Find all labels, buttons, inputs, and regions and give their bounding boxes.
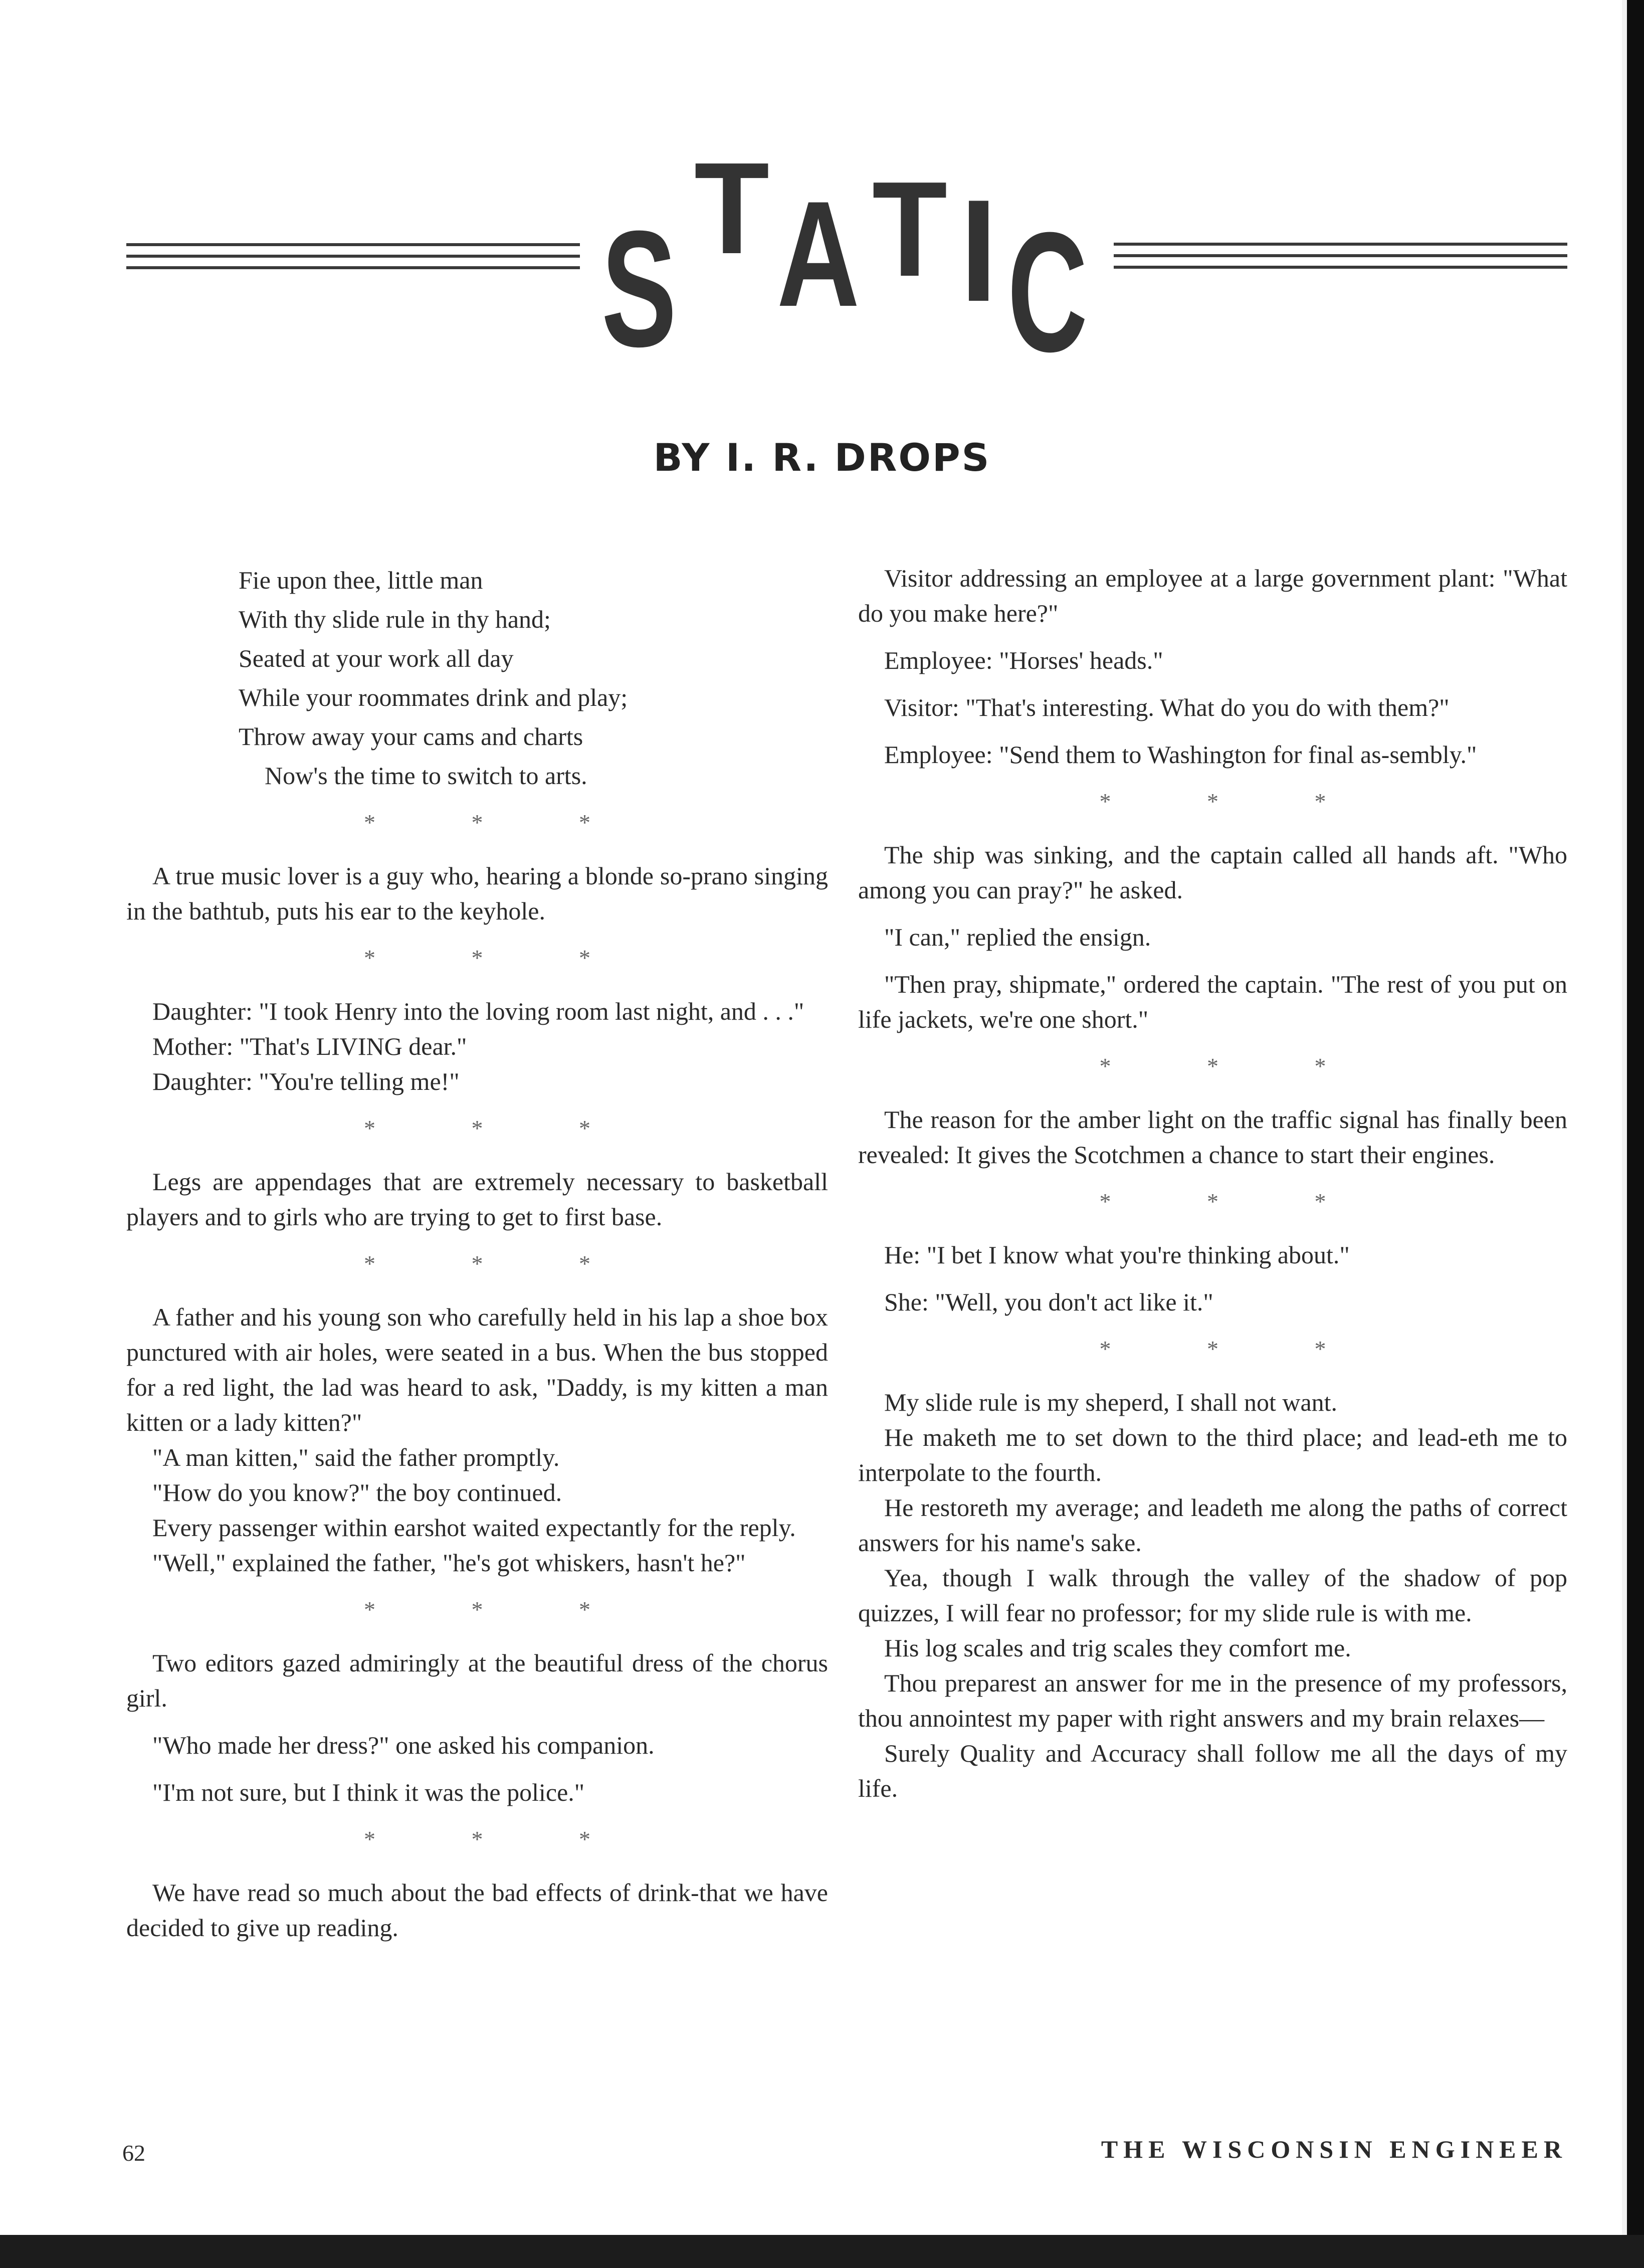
joke-kitten: "How do you know?" the boy continued. [152,1478,562,1506]
title-letter-s: S [601,196,677,381]
separator: * * * [364,1826,636,1852]
scan-bottom-band [0,2235,1644,2268]
joke-ship: "I can," replied the ensign. [884,923,1151,951]
joke-visitor: Employee: "Send them to Washington for final as-sembly." [884,740,1477,769]
page-number: 62 [122,2140,145,2166]
psalm-line: His log scales and trig scales they comfort me. [884,1634,1351,1662]
joke-amber-light: The reason for the amber light on the traffic signal has finally been revealed: It gives the Scotchmen a chance to start their engines. [858,1105,1567,1169]
title-letter-t1: T [694,136,769,281]
psalm-line: Surely Quality and Accuracy shall follow me all the days of my life. [858,1739,1567,1802]
joke-kitten: A father and his young son who carefully held in his lap a shoe box punctured with air holes, were seated in a bus. When the bus stopped for a red light, the lad was heard to ask, "Daddy, is my kitten a man kitten or a lady kitten?" [126,1303,828,1436]
separator: * * * [1099,1189,1371,1214]
poem [126,560,828,795]
poem-line: Now's the time to switch to arts. [265,762,587,790]
joke-music-lover: A true music lover is a guy who, hearing a blonde so-prano singing in the bathtub, puts his ear to the keyhole. [126,862,828,925]
joke-visitor: Visitor: "That's interesting. What do you do with them?" [884,693,1450,721]
joke-editors: Two editors gazed admiringly at the beautiful dress of the chorus girl. [126,1649,828,1712]
joke-mother-line: Mother: "That's LIVING dear." [152,1032,467,1060]
psalm-line: He maketh me to set down to the third place; and lead-eth me to interpolate to the fourth. [858,1423,1567,1486]
psalm-line: Thou preparest an answer for me in the presence of my professors, thou annointest my paper with right answers and my brain relaxes— [858,1669,1567,1732]
separator: * * * [1099,789,1371,814]
left-column [126,560,828,1957]
joke-ship: The ship was sinking, and the captain called all hands aft. "Who among you can pray?" he asked. [858,841,1567,904]
joke-kitten: "A man kitten," said the father promptly. [152,1443,560,1471]
joke-daughter-line: Daughter: "You're telling me!" [152,1067,460,1095]
poem-line: With thy slide rule in thy hand; [239,605,551,633]
joke-kitten: Every passenger within earshot waited expectantly for the reply. [152,1514,796,1542]
joke-legs: Legs are appendages that are extremely necessary to basketball players and to girls who are trying to get to first base. [126,1168,828,1231]
joke-ship: "Then pray, shipmate," ordered the captain. "The rest of you put on life jackets, we're one short." [858,970,1567,1033]
byline: BY I. R. DROPS [653,435,991,480]
page-edge [1622,0,1644,2268]
joke-kitten: "Well," explained the father, "he's got whiskers, hasn't he?" [152,1549,746,1577]
poem-line: Seated at your work all day [239,644,514,672]
title-rule-right [1114,243,1567,269]
poem-line: While your roommates drink and play; [239,683,628,711]
separator: * * * [364,1251,636,1276]
title-letter-a: A [777,169,860,338]
separator: * * * [364,1115,636,1141]
journal-name: THE WISCONSIN ENGINEER [1101,2135,1567,2163]
joke-visitor: Employee: "Horses' heads." [884,646,1163,674]
title-letter-c: C [1007,197,1088,388]
joke-she: She: "Well, you don't act like it." [884,1288,1213,1316]
separator: * * * [364,945,636,971]
joke-he: He: "I bet I know what you're thinking about." [884,1241,1350,1269]
joke-visitor: Visitor addressing an employee at a large government plant: "What do you make here?" [858,564,1567,627]
right-column [858,560,1567,1806]
title-letter-i: I [960,169,997,332]
separator: * * * [364,1597,636,1622]
page-title [591,130,1108,388]
poem-line: Fie upon thee, little man [239,566,483,594]
separator: * * * [1099,1336,1371,1362]
psalm-line: He restoreth my average; and leadeth me along the paths of correct answers for his name's sake. [858,1493,1567,1557]
joke-daughter-line: Daughter: "I took Henry into the loving room last night, and . . ." [152,997,804,1025]
joke-editors: "Who made her dress?" one asked his companion. [152,1731,655,1759]
poem-line: Throw away your cams and charts [239,722,583,750]
psalm-line: My slide rule is my sheperd, I shall not want. [884,1388,1338,1416]
title-rule-left [126,243,580,269]
separator: * * * [364,810,636,835]
psalm-line: Yea, though I walk through the valley of the shadow of pop quizzes, I will fear no professor; for my slide rule is with me. [858,1564,1567,1627]
joke-editors: "I'm not sure, but I think it was the police." [152,1778,585,1806]
joke-drink: We have read so much about the bad effects of drink-that we have decided to give up reading. [126,1878,828,1942]
separator: * * * [1099,1053,1371,1079]
title-letter-t2: T [872,154,947,305]
